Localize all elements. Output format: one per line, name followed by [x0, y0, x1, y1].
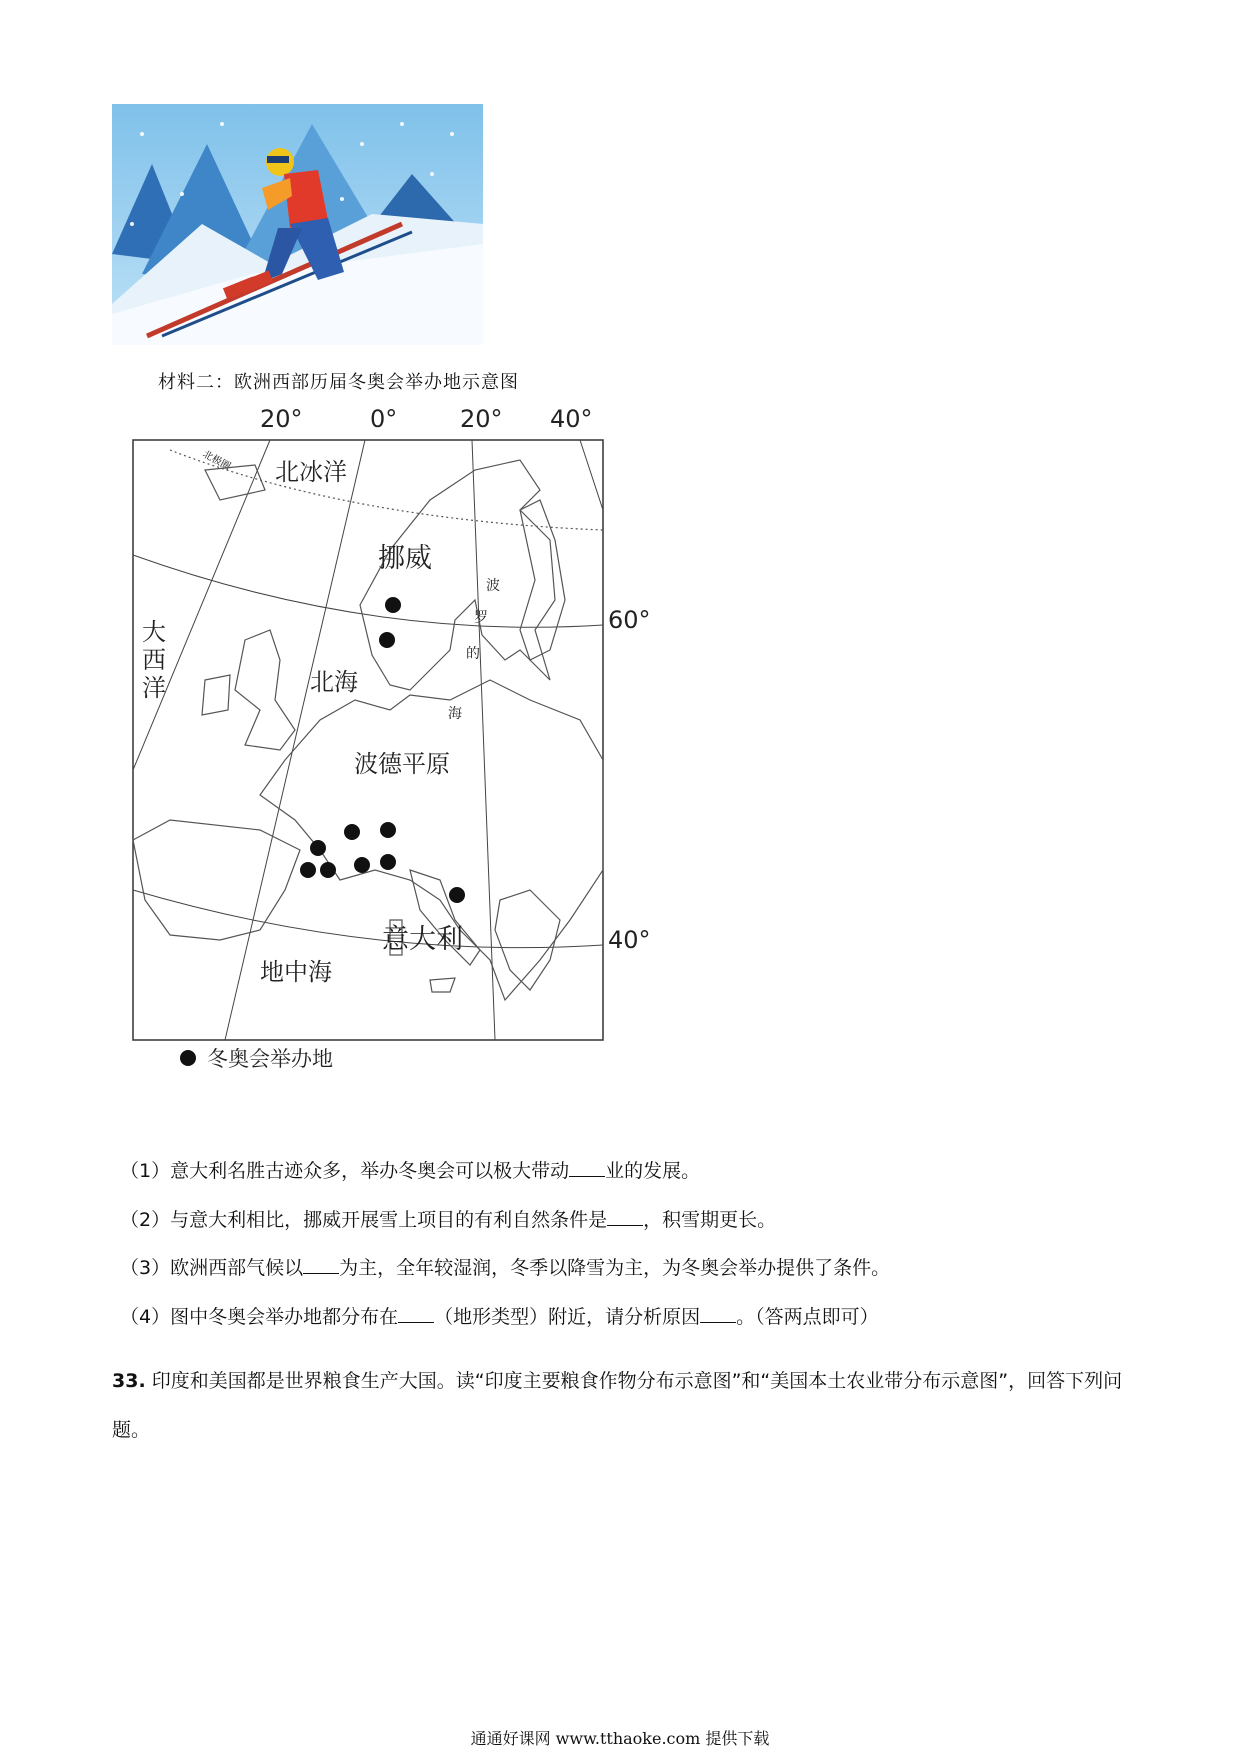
question-1: （1）意大利名胜古迹众多，举办冬奥会可以极大带动 业的发展。	[120, 1160, 701, 1182]
map-frame	[133, 440, 603, 1040]
legend-dot	[180, 1050, 196, 1066]
lon-label-40e: 40°	[550, 405, 593, 433]
label-italy: 意大利	[382, 924, 463, 955]
label-norway: 挪威	[378, 543, 432, 574]
lat-label-60: 60°	[608, 606, 651, 634]
label-mediterranean: 地中海	[260, 958, 332, 986]
host-site-dot	[380, 854, 396, 870]
arctic-circle-label: 北极圈	[200, 448, 233, 473]
label-baltic-4: 海	[448, 706, 462, 722]
label-atlantic-1: 大	[142, 618, 166, 646]
material-two-caption: 材料二：欧洲西部历届冬奥会举办地示意图	[158, 372, 519, 393]
label-atlantic-3: 洋	[142, 674, 166, 702]
label-baltic-2: 罗	[474, 610, 488, 626]
host-site-dot	[300, 862, 316, 878]
lat-label-40: 40°	[608, 926, 651, 954]
host-site-dot	[449, 887, 465, 903]
host-site-dot	[354, 857, 370, 873]
legend-label: 冬奥会举办地	[207, 1047, 333, 1071]
label-north-sea: 北海	[310, 668, 358, 696]
host-site-dot	[380, 822, 396, 838]
host-site-dot	[344, 824, 360, 840]
question-3: （3）欧洲西部气候以 为主，全年较湿润，冬季以降雪为主，为冬奥会举办提供了条件。	[120, 1257, 891, 1279]
answer-blank[interactable]	[607, 1207, 643, 1226]
host-site-dot	[320, 862, 336, 878]
question-33	[112, 1357, 1132, 1455]
lon-label-20w: 20°	[260, 405, 303, 433]
lon-label-0: 0°	[370, 405, 398, 433]
answer-blank[interactable]	[700, 1304, 736, 1323]
question-33-text: 印度和美国都是世界粮食生产大国。读“印度主要粮食作物分布示意图”和“美国本土农业带分布示意图”，回答下列问题。	[112, 1370, 1123, 1441]
answer-blank[interactable]	[303, 1255, 339, 1274]
western-europe-map	[110, 400, 710, 1150]
footer-source: 通通好课网 www.tthaoke.com 提供下载	[470, 1729, 770, 1748]
host-site-dot	[385, 597, 401, 613]
host-site-dot	[310, 840, 326, 856]
label-baltic-3: 的	[466, 646, 480, 662]
label-north-german-plain: 波德平原	[354, 750, 450, 778]
question-2: （2）与意大利相比，挪威开展雪上项目的有利自然条件是 ，积雪期更长。	[120, 1209, 777, 1231]
label-arctic-ocean: 北冰洋	[275, 458, 347, 486]
lon-label-20e: 20°	[460, 405, 503, 433]
label-baltic-1: 波	[486, 578, 500, 594]
question-4: （4）图中冬奥会举办地都分布在 （地形类型）附近，请分析原因 。（答两点即可）	[120, 1306, 879, 1328]
host-site-dot	[379, 632, 395, 648]
answer-blank[interactable]	[569, 1158, 605, 1177]
answer-blank[interactable]	[398, 1304, 434, 1323]
question-33-number: 33.	[112, 1370, 146, 1392]
label-atlantic-2: 西	[142, 646, 166, 674]
skier-illustration	[112, 104, 483, 345]
